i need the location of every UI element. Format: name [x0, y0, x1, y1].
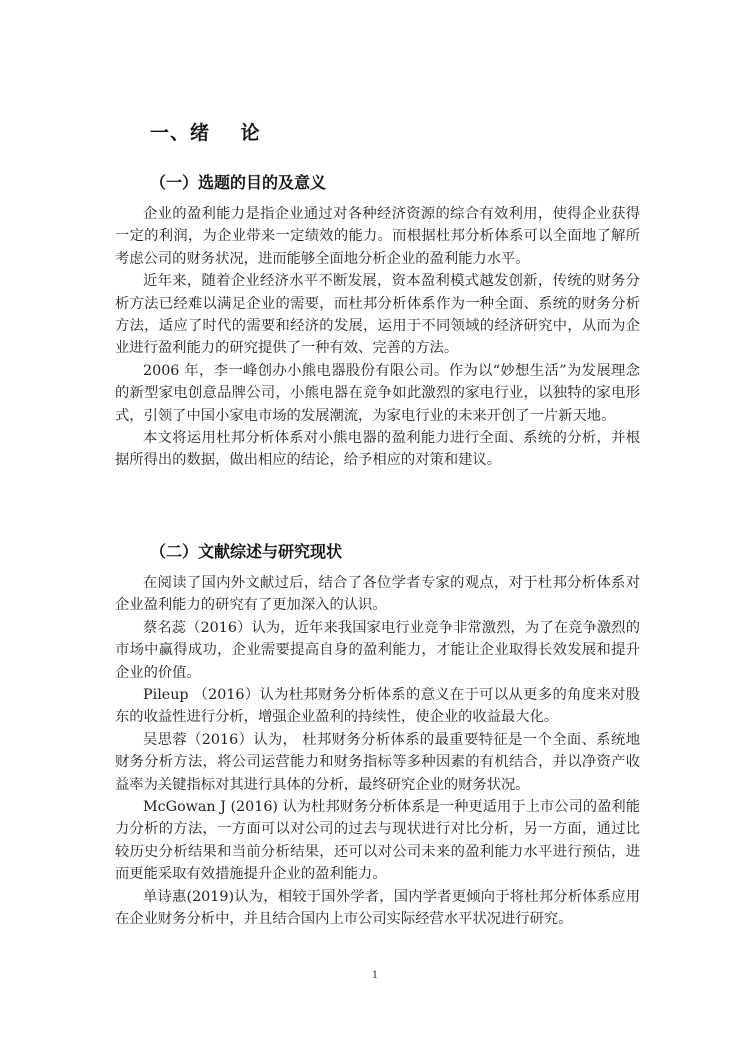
page-number: 1	[371, 970, 379, 981]
chapter-title: 一、绪 论	[150, 122, 261, 144]
section-heading-purpose: （一）选题的目的及意义	[150, 173, 327, 192]
paragraph: 2006 年，李一峰创办小熊电器股份有限公司。作为以“妙想生活”为发展理念的新型家电创意品牌公司，小熊电器在竞争如此激烈的家电行业，以独特的家电形式，引领了中国小家电市场的发展潮流，为家电行业的未来开创了一片新天地。	[115, 362, 640, 424]
paragraph: 蔡名蕊（2016）认为，近年来我国家电行业竞争非常激烈，为了在竞争激烈的市场中赢得成功，企业需要提高自身的盈利能力，才能让企业取得长效发展和提升企业的价值。	[115, 619, 640, 681]
section-body-literature	[115, 572, 640, 931]
paragraph: McGowan J (2016) 认为杜邦财务分析体系是一种更适用于上市公司的盈利能力分析的方法，一方面可以对公司的过去与现状进行对比分析，另一方面，通过比较历史分析结果和当前分析结果，还可以对公司未来的盈利能力水平进行预估，进而更能采取有效措施提升企业的盈利能力。	[115, 799, 640, 883]
section-body-purpose	[115, 203, 640, 472]
paragraph: 近年来，随着企业经济水平不断发展，资本盈利模式越发创新，传统的财务分析方法已经难以满足企业的需要，而杜邦分析体系作为一种全面、系统的财务分析方法，适应了时代的需要和经济的发展，运用于不同领域的经济研究中，从而为企业进行盈利能力的研究提供了一种有效、完善的方法。	[115, 273, 640, 357]
paragraph: 单诗惠(2019)认为，相较于国外学者，国内学者更倾向于将杜邦分析体系应用在企业财务分析中，并且结合国内上市公司实际经营水平状况进行研究。	[115, 888, 640, 928]
paragraph: 吴思蓉（2016）认为， 杜邦财务分析体系的最重要特征是一个全面、系统地财务分析方法，将公司运营能力和财务指标等多种因素的有机结合，并以净资产收益率为关键指标对其进行具体的分析，最终研究企业的财务状况。	[115, 731, 640, 793]
paragraph: Pileup （2016）认为杜邦财务分析体系的意义在于可以从更多的角度来对股东的收益性进行分析，增强企业盈利的持续性，使企业的收益最大化。	[115, 687, 640, 726]
paragraph: 本文将运用杜邦分析体系对小熊电器的盈利能力进行全面、系统的分析，并根据所得出的数据，做出相应的结论，给予相应的对策和建议。	[115, 430, 640, 469]
paragraph: 在阅读了国内外文献过后，结合了各位学者专家的观点，对于杜邦分析体系对企业盈利能力的研究有了更加深入的认识。	[115, 575, 640, 614]
paragraph: 企业的盈利能力是指企业通过对各种经济资源的综合有效利用，使得企业获得一定的利润，为企业带来一定绩效的能力。而根据杜邦分析体系可以全面地了解所考虑公司的财务状况，进而能够全面地分析企业的盈利能力水平。	[115, 206, 640, 267]
section-heading-literature: （二）文献综述与研究现状	[150, 542, 343, 561]
